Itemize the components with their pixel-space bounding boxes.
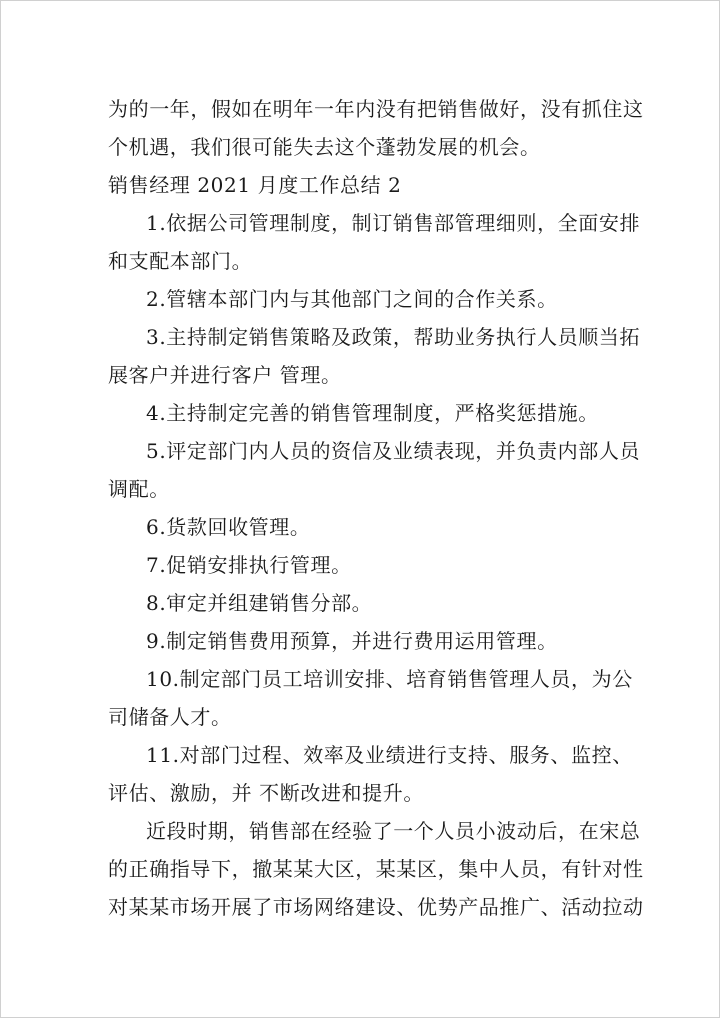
text-line: 和支配本部门。 <box>108 249 253 273</box>
text-line: 为的一年，假如在明年一年内没有把销售做好，没有抓住这 <box>108 97 644 121</box>
list-item: 2.管辖本部门内与其他部门之间的合作关系。 <box>146 287 558 311</box>
text-line: 调配。 <box>108 477 170 501</box>
text-line: 评估、激励，并 不断改进和提升。 <box>108 781 424 805</box>
list-item: 3.主持制定销售策略及政策，帮助业务执行人员顺当拓 <box>146 325 641 349</box>
list-item: 9.制定销售费用预算，并进行费用运用管理。 <box>146 629 558 653</box>
text-line: 展客户并进行客户 管理。 <box>108 363 342 387</box>
section-heading: 销售经理 2021 月度工作总结 2 <box>108 173 402 197</box>
list-item: 7.促销安排执行管理。 <box>146 553 352 577</box>
text-line: 司储备人才。 <box>108 705 232 729</box>
list-item: 11.对部门过程、效率及业绩进行支持、服务、监控、 <box>146 743 633 767</box>
list-item: 8.审定并组建销售分部。 <box>146 591 373 615</box>
list-item: 1.依据公司管理制度，制订销售部管理细则，全面安排 <box>146 211 641 235</box>
list-item: 6.货款回收管理。 <box>146 515 311 539</box>
text-line: 个机遇，我们很可能失去这个蓬勃发展的机会。 <box>108 135 541 159</box>
list-item: 10.制定部门员工培训安排、培育销售管理人员，为公 <box>146 667 633 691</box>
paragraph-start: 近段时期，销售部在经验了一个人员小波动后，在宋总 <box>146 819 641 843</box>
text-line: 对某某市场开展了市场网络建设、优势产品推广、活动拉动 <box>108 895 644 919</box>
text-line: 的正确指导下，撤某某大区，某某区，集中人员，有针对性 <box>108 857 644 881</box>
list-item: 4.主持制定完善的销售管理制度，严格奖惩措施。 <box>146 401 599 425</box>
list-item: 5.评定部门内人员的资信及业绩表现，并负责内部人员 <box>146 439 641 463</box>
